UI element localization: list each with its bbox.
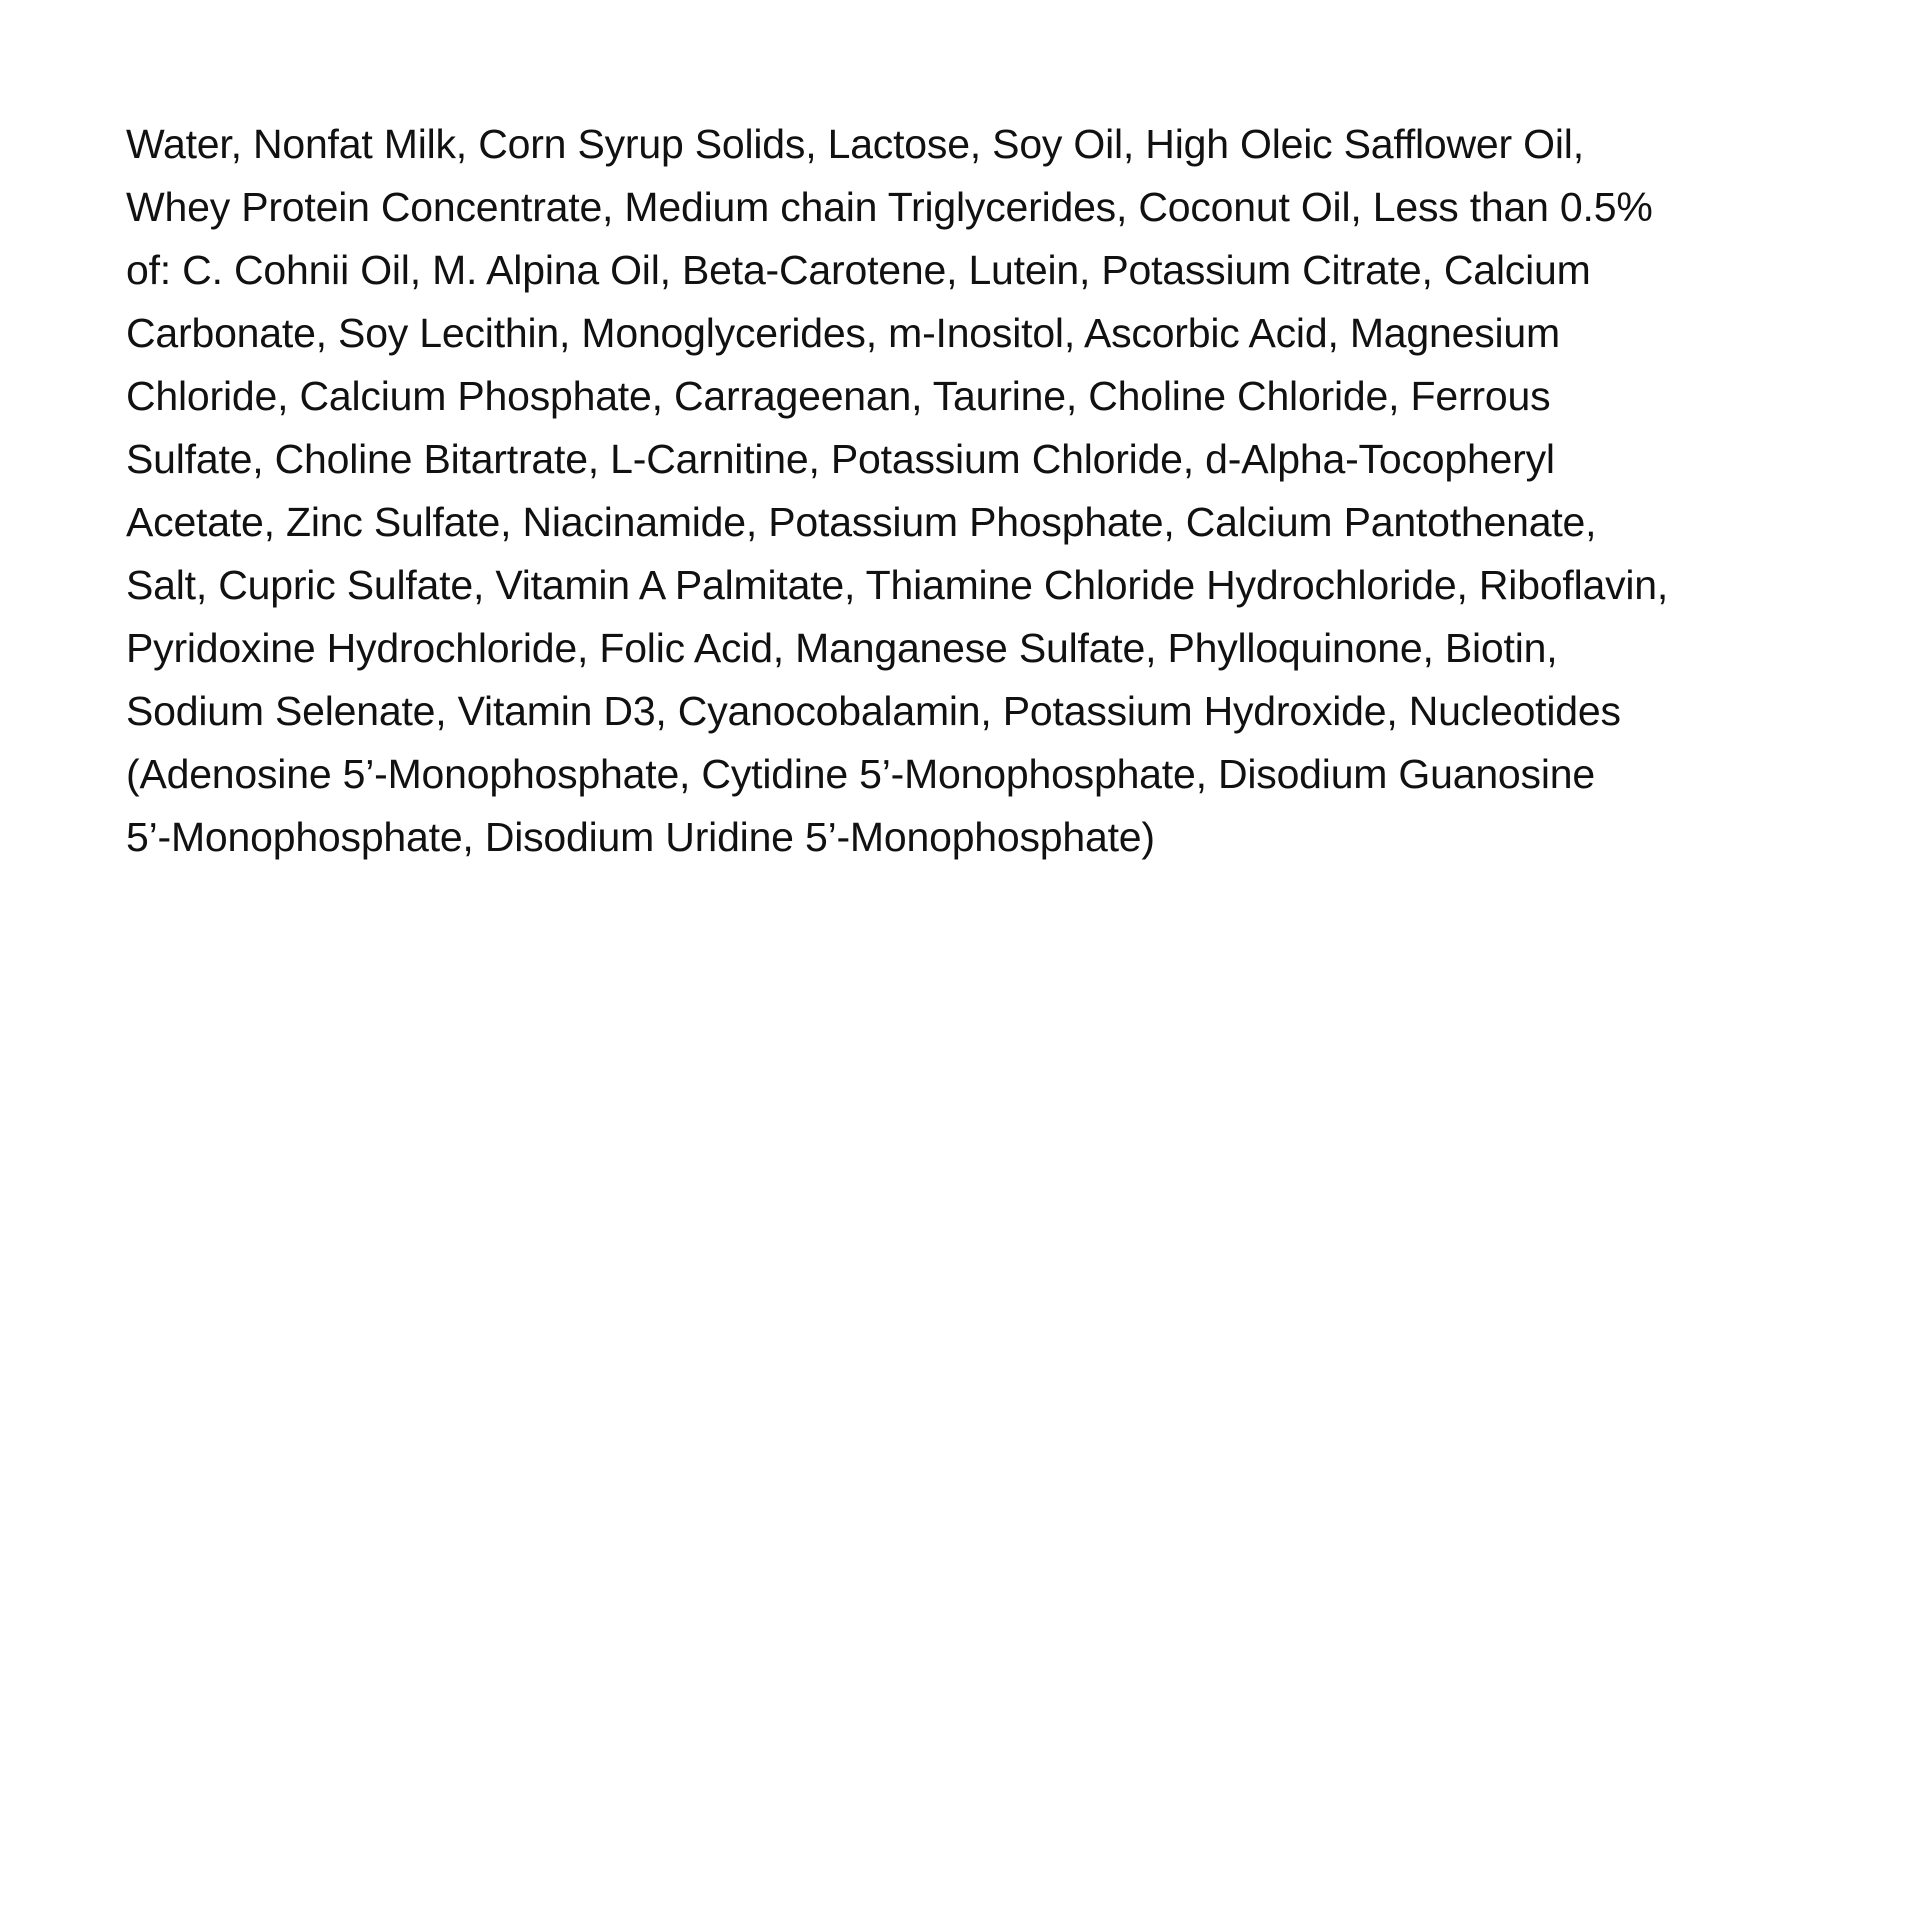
ingredients-line-12: 5’-Monophosphate, Disodium Uridine 5’-Monophosphate) — [126, 814, 1155, 860]
ingredients-line-1: Water, Nonfat Milk, Corn Syrup Solids, Lactose, Soy Oil, High Oleic Safflower Oil, — [126, 121, 1584, 167]
ingredients-line-8: Salt, Cupric Sulfate, Vitamin A Palmitate, Thiamine Chloride Hydrochloride, Riboflavin, — [126, 562, 1669, 608]
ingredients-line-2: Whey Protein Concentrate, Medium chain Triglycerides, Coconut Oil, Less than 0.5% — [126, 184, 1653, 230]
ingredients-line-11: (Adenosine 5’-Monophosphate, Cytidine 5’-Monophosphate, Disodium Guanosine — [126, 751, 1595, 797]
ingredients-line-3: of: C. Cohnii Oil, M. Alpina Oil, Beta-Carotene, Lutein, Potassium Citrate, Calcium — [126, 247, 1591, 293]
ingredients-text — [126, 113, 1806, 869]
ingredients-line-4: Carbonate, Soy Lecithin, Monoglycerides, m-Inositol, Ascorbic Acid, Magnesium — [126, 310, 1560, 356]
ingredients-line-10: Sodium Selenate, Vitamin D3, Cyanocobalamin, Potassium Hydroxide, Nucleotides — [126, 688, 1621, 734]
ingredients-line-6: Sulfate, Choline Bitartrate, L-Carnitine, Potassium Chloride, d-Alpha-Tocopheryl — [126, 436, 1555, 482]
ingredients-line-5: Chloride, Calcium Phosphate, Carrageenan, Taurine, Choline Chloride, Ferrous — [126, 373, 1551, 419]
ingredients-line-7: Acetate, Zinc Sulfate, Niacinamide, Potassium Phosphate, Calcium Pantothenate, — [126, 499, 1597, 545]
ingredients-line-9: Pyridoxine Hydrochloride, Folic Acid, Manganese Sulfate, Phylloquinone, Biotin, — [126, 625, 1558, 671]
